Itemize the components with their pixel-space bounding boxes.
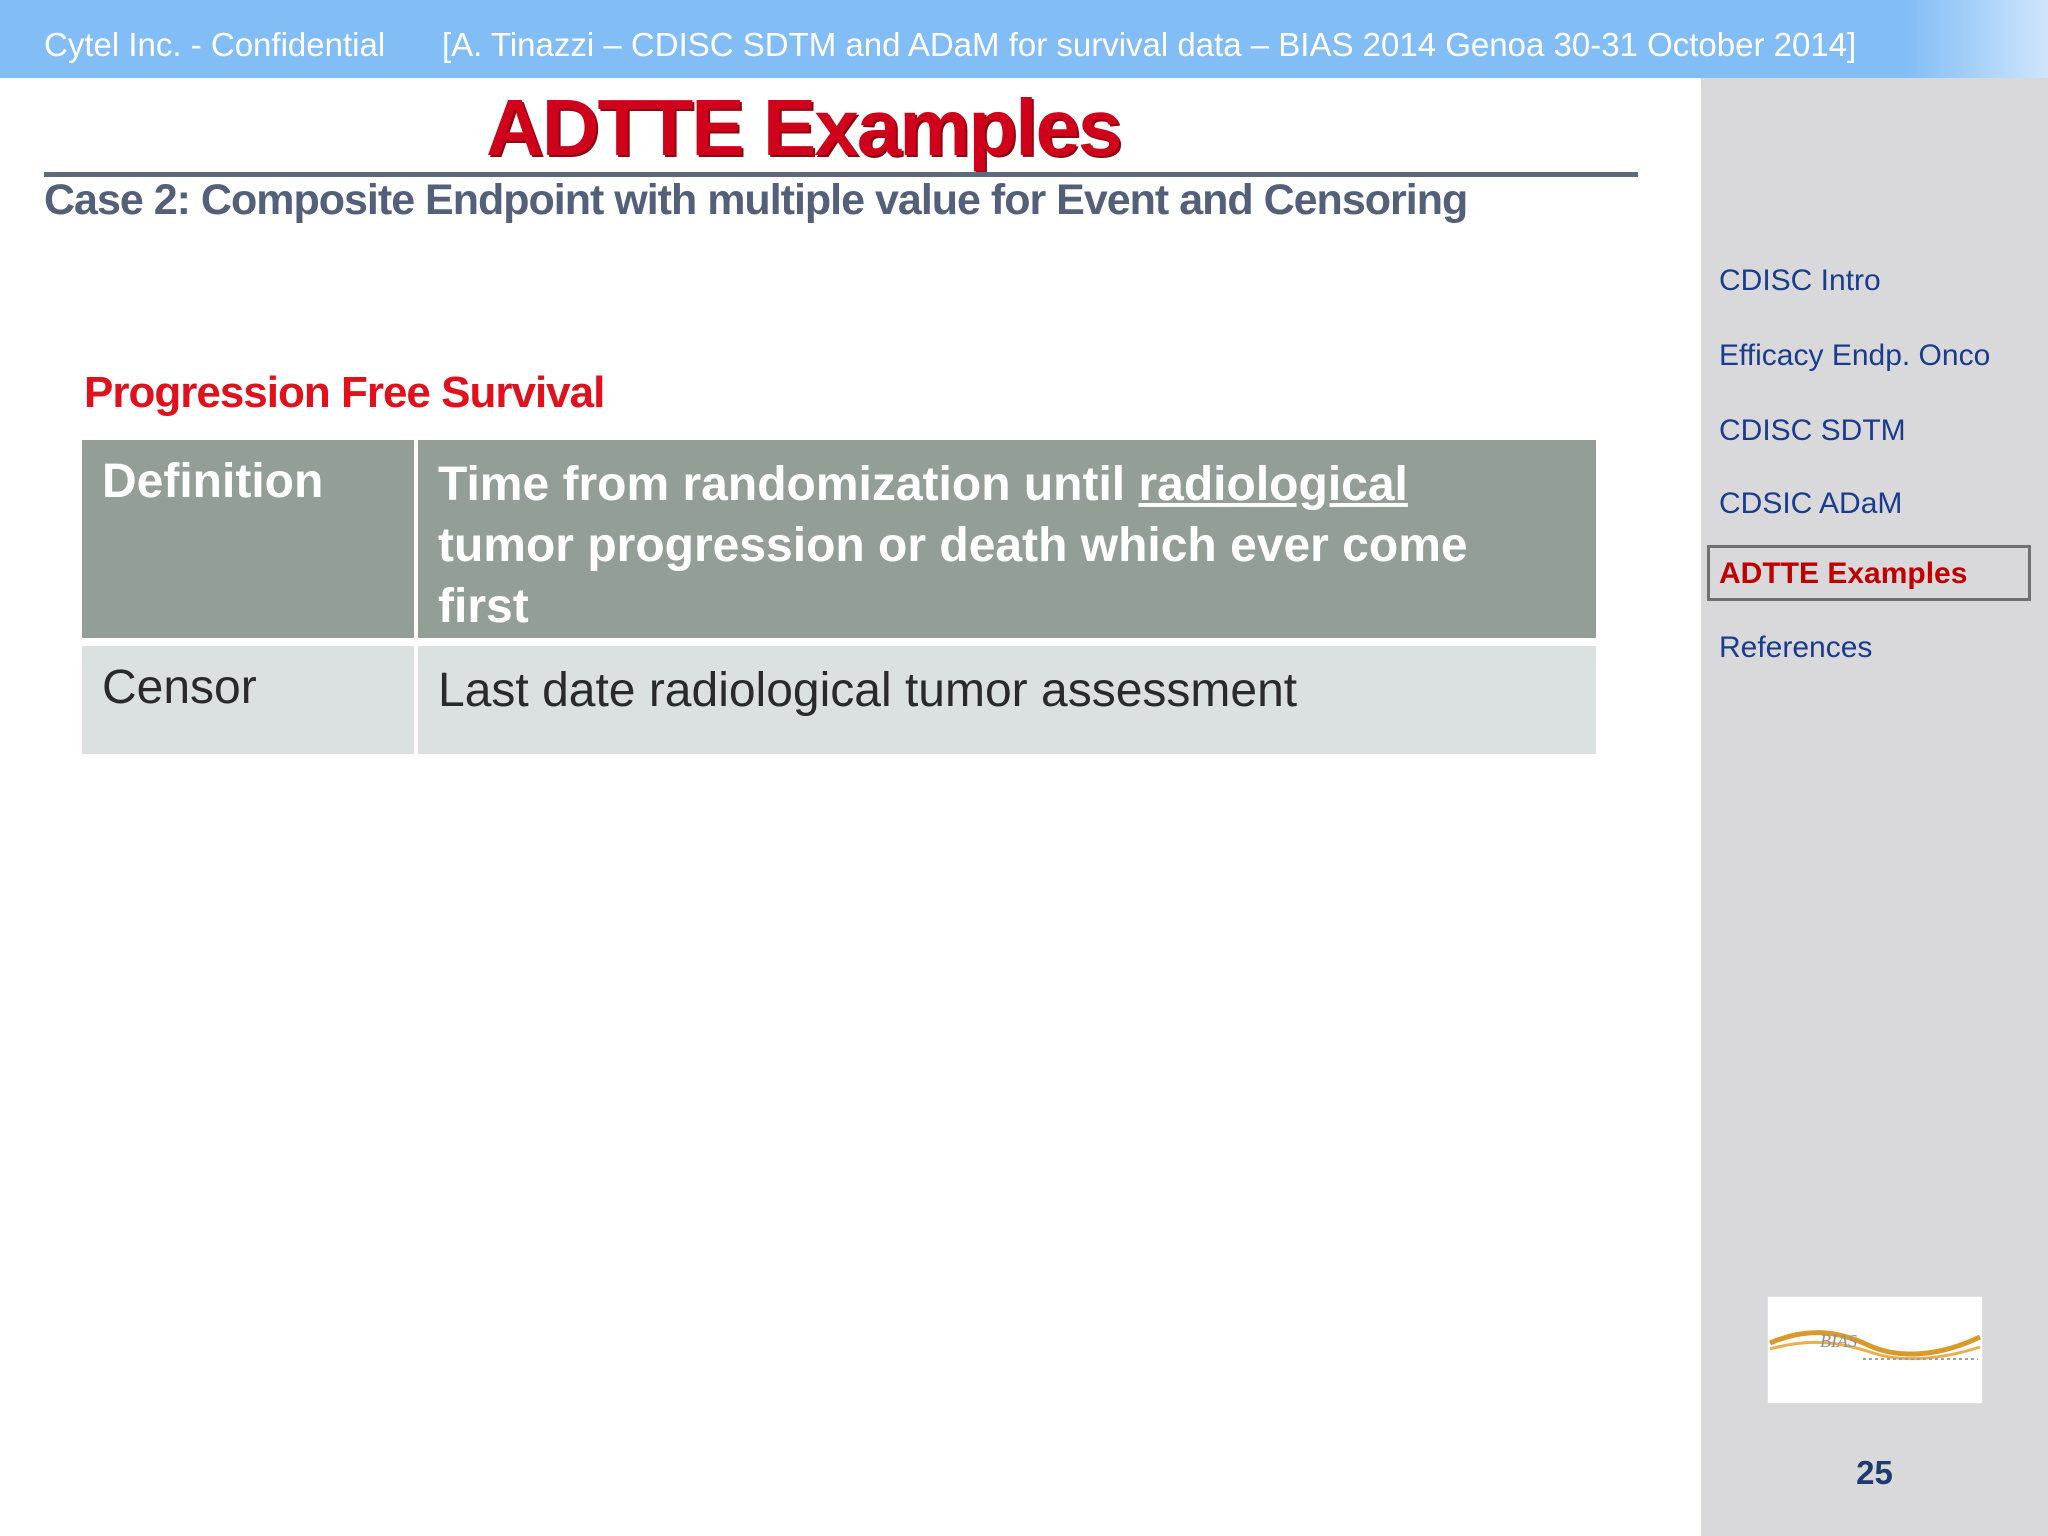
header-org: Cytel Inc. - Confidential bbox=[44, 26, 386, 63]
nav-sidebar bbox=[1701, 78, 2048, 1536]
definition-key: Definition bbox=[82, 440, 418, 638]
definition-text-part2: tumor progression or death which ever come first bbox=[438, 519, 1468, 633]
section-label: Progression Free Survival bbox=[84, 368, 605, 417]
page-number: 25 bbox=[1856, 1454, 1893, 1491]
table-row-censor bbox=[82, 646, 1596, 754]
header-bar bbox=[0, 0, 2048, 78]
header-reference: [A. Tinazzi – CDISC SDTM and ADaM for survival data – BIAS 2014 Genoa 30-31 October 2014] bbox=[442, 26, 1857, 63]
slide-title: ADTTE Examples bbox=[486, 83, 1121, 172]
censor-key: Censor bbox=[82, 646, 418, 754]
nav-item-efficacy-endp-onco[interactable]: Efficacy Endp. Onco bbox=[1719, 339, 1991, 372]
nav-item-references[interactable]: References bbox=[1719, 631, 1873, 664]
nav-item-cdsic-adam[interactable]: CDSIC ADaM bbox=[1719, 487, 1903, 520]
definition-table bbox=[82, 440, 1596, 754]
definition-text-part1: Time from randomization until bbox=[438, 458, 1139, 511]
definition-text-underlined: radiological bbox=[1138, 458, 1408, 511]
censor-value: Last date radiological tumor assessment bbox=[438, 664, 1298, 717]
definition-value bbox=[418, 440, 1596, 638]
nav-item-cdisc-sdtm[interactable]: CDISC SDTM bbox=[1719, 414, 1906, 447]
nav-item-adtte-examples[interactable]: ADTTE Examples bbox=[1707, 545, 2031, 601]
bias-logo-icon bbox=[1768, 1297, 1982, 1403]
bias-logo bbox=[1767, 1296, 1983, 1404]
table-row-definition bbox=[82, 440, 1596, 638]
nav-item-cdisc-intro[interactable]: CDISC Intro bbox=[1719, 264, 1881, 297]
logo-text: BIAS bbox=[1820, 1331, 1857, 1351]
slide-subtitle: Case 2: Composite Endpoint with multiple value for Event and Censoring bbox=[44, 176, 1468, 224]
